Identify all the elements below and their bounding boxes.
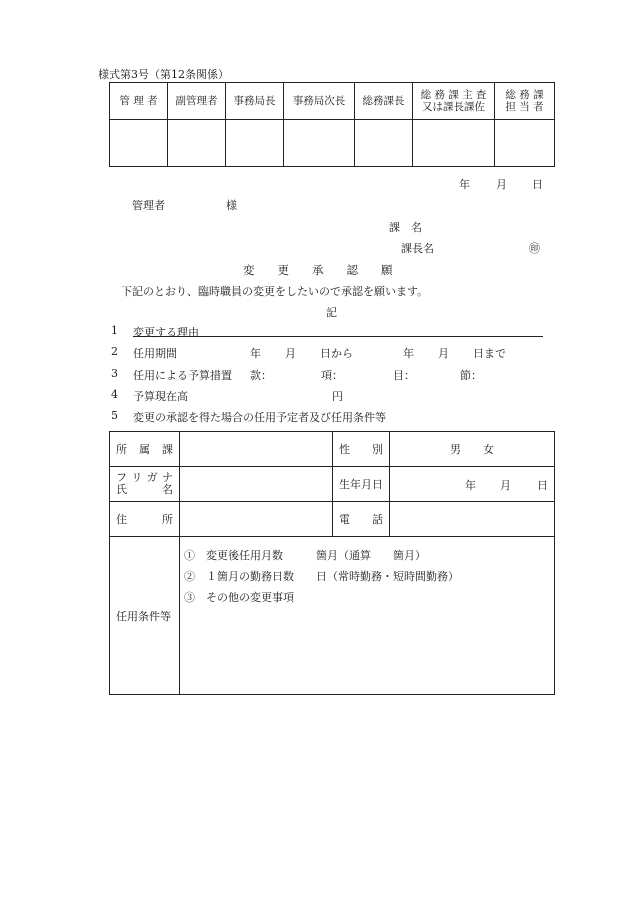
stamp-box[interactable]	[413, 120, 495, 167]
item-2-year2: 年	[403, 347, 414, 360]
phone-label: 電 話	[339, 513, 383, 526]
name-field[interactable]	[180, 467, 333, 502]
item-2-until: 日まで	[473, 347, 506, 360]
birthdate-field[interactable]	[390, 467, 555, 502]
condition-item: ③ その他の変更事項	[184, 591, 294, 604]
item-2-number: 2	[111, 345, 118, 358]
document-title: 変 更 承 認 願	[243, 263, 393, 277]
item-3-kan: 款：	[250, 369, 272, 382]
item-1-text: 変更する理由	[133, 326, 199, 339]
stamp-box[interactable]	[355, 120, 413, 167]
conditions-list	[180, 537, 554, 694]
conditions-row	[110, 537, 555, 695]
furigana-label: フ リ ガ ナ	[116, 471, 173, 484]
stamp-box[interactable]	[168, 120, 226, 167]
intro-text: 下記のとおり、臨時職員の変更をしたいので承認を願います。	[121, 285, 429, 298]
approver-stamp-row	[110, 120, 555, 167]
address-row	[110, 502, 555, 537]
item-5-text: 変更の承認を得た場合の任用予定者及び任用条件等	[133, 411, 386, 424]
name-label: 氏 名	[116, 483, 173, 496]
stamp-box[interactable]	[110, 120, 168, 167]
condition-item: ① 変更後任用月数 箇月（通算 箇月）	[184, 549, 426, 562]
addressee-honorific: 様	[226, 199, 237, 212]
item-4-unit: 円	[332, 390, 343, 403]
gender-field[interactable]	[390, 432, 555, 467]
phone-field[interactable]	[390, 502, 555, 537]
item-2-year1: 年	[250, 347, 261, 360]
date-month-label: 月	[496, 178, 507, 191]
item-1-number: 1	[111, 324, 118, 337]
phone-label-cell	[333, 502, 390, 537]
stamp-box[interactable]	[495, 120, 555, 167]
birth-year-label: 年	[465, 479, 476, 492]
gender-label: 性 別	[339, 443, 383, 456]
department-label: 所 属 課	[116, 443, 173, 456]
date-day-label: 日	[532, 178, 543, 191]
birthdate-label-cell	[333, 467, 390, 502]
item-2-label: 任用期間	[133, 347, 177, 360]
address-field[interactable]	[180, 502, 333, 537]
conditions-field[interactable]	[180, 537, 555, 695]
approver-title-jimukyoku-jicho: 事務局次長	[284, 83, 355, 120]
appointee-table	[109, 431, 555, 695]
gender-options: 男 女	[450, 443, 494, 456]
item-2-month2: 月	[438, 347, 449, 360]
seal-mark: ㊞	[529, 242, 540, 255]
item-3-number: 3	[111, 367, 118, 380]
gender-label-cell	[333, 432, 390, 467]
approver-title-kanrisha: 管 理 者	[110, 83, 168, 120]
address-label-cell	[110, 502, 180, 537]
name-label-cell	[110, 467, 180, 502]
approver-title-somu-tantosha: 総 務 課 担 当 者	[495, 83, 555, 120]
reason-underline[interactable]	[133, 336, 543, 337]
item-3-label: 任用による予算措置	[133, 369, 232, 382]
form-number: 様式第3号（第12条関係）	[98, 68, 229, 81]
section-name-label: 課 名	[389, 221, 422, 234]
birthdate-label: 生年月日	[339, 478, 383, 491]
approver-title-somu-shusa: 総 務 課 主 査 又は課長課佐	[413, 83, 495, 120]
stamp-box[interactable]	[284, 120, 355, 167]
ki-mark: 記	[326, 306, 337, 319]
birth-month-label: 月	[500, 479, 511, 492]
addressee-name: 管理者	[132, 199, 165, 212]
conditions-label-cell	[110, 537, 180, 695]
item-4-number: 4	[111, 388, 118, 401]
approver-title-somu-kacho: 総務課長	[355, 83, 413, 120]
stamp-box[interactable]	[226, 120, 284, 167]
approver-title-jimukyokucho: 事務局長	[226, 83, 284, 120]
item-3-moku: 目：	[393, 369, 415, 382]
item-3-kou: 項：	[321, 369, 343, 382]
item-2-from: 日から	[320, 347, 353, 360]
approval-stamp-table	[109, 82, 555, 167]
item-4-label: 予算現在高	[133, 390, 188, 403]
conditions-label: 任用条件等	[116, 609, 171, 623]
department-label-cell	[110, 432, 180, 467]
department-row	[110, 432, 555, 467]
address-label: 住 所	[116, 513, 173, 526]
name-row	[110, 467, 555, 502]
birth-day-label: 日	[537, 479, 548, 492]
section-chief-label: 課長名	[401, 242, 434, 255]
date-year-label: 年	[459, 178, 470, 191]
approver-title-fuku-kanrisha: 副管理者	[168, 83, 226, 120]
condition-item: ② １箇月の勤務日数 日（常時勤務・短時間勤務）	[184, 570, 459, 583]
department-field[interactable]	[180, 432, 333, 467]
item-2-month1: 月	[285, 347, 296, 360]
approver-title-row	[110, 83, 555, 120]
item-3-setsu: 節：	[460, 369, 482, 382]
item-5-number: 5	[111, 409, 118, 422]
